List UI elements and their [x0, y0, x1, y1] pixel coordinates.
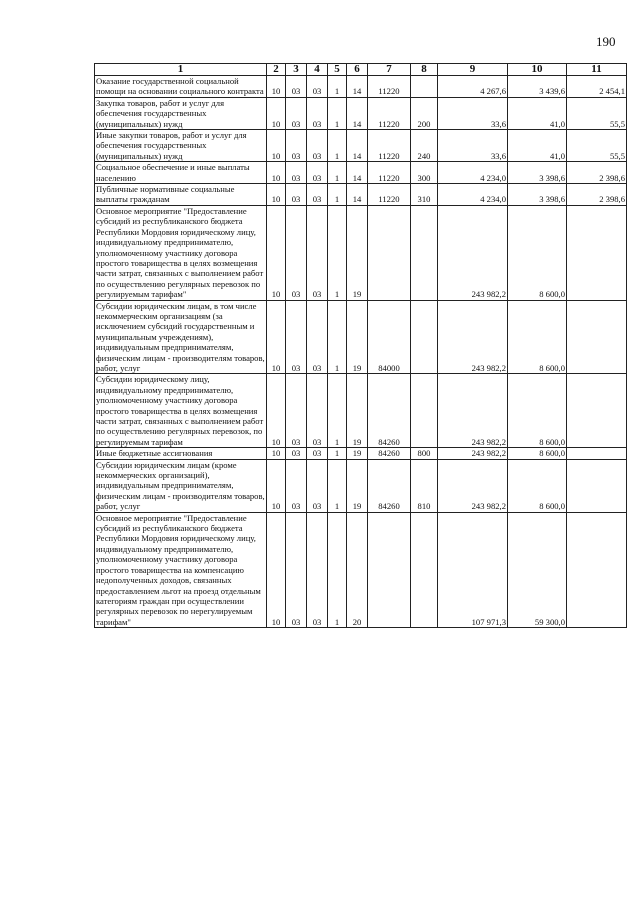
row-value-cell: 14 — [347, 76, 368, 98]
table-row — [95, 374, 627, 448]
row-value-cell: 84260 — [368, 374, 411, 448]
row-value-cell: 10 — [267, 374, 286, 448]
row-value-cell: 300 — [411, 162, 438, 184]
row-value-cell: 11220 — [368, 97, 411, 129]
row-value-cell: 14 — [347, 97, 368, 129]
row-name-cell: Субсидии юридическим лицам (кроме некоммерческих организаций), индивидуальным предпринимателям, физическим лицам - производителям товаров, работ, услуг — [96, 459, 265, 512]
row-value-cell: 19 — [347, 459, 368, 512]
column-header: 9 — [438, 64, 508, 76]
row-value-cell — [368, 205, 411, 300]
row-name-cell: Оказание государственной социальной помощи на основании социального контракта — [95, 76, 267, 98]
table-row — [95, 512, 627, 627]
table-row — [95, 76, 627, 98]
row-value-cell: 1 — [328, 448, 347, 459]
row-value-cell: 03 — [286, 162, 307, 184]
row-value-cell: 1 — [328, 205, 347, 300]
row-value-cell: 800 — [411, 448, 438, 459]
row-value-cell: 8 600,0 — [508, 205, 567, 300]
row-name-cell: Основное мероприятие "Предоставление субсидий из республиканского бюджета Республики Мордовия юридическому лицу, индивидуальному предпринимателю, уполномоченному участнику договора простого товарищества на компенсацию недополученных доходов, связанных предоставлением льгот на проезд отдельным категориям граждан при осуществлении регулярных перевозок по нерегулируемым тарифам" — [95, 512, 267, 627]
row-value-cell: 03 — [286, 448, 307, 459]
row-value-cell: 59 300,0 — [508, 512, 567, 627]
row-name-cell: Иные закупки товаров, работ и услуг для обеспечения государственных (муниципальных) нужд — [95, 130, 267, 162]
row-value-cell: 14 — [347, 130, 368, 162]
row-value-cell — [567, 448, 627, 459]
row-value-cell: 2 398,6 — [567, 184, 627, 206]
table-row — [95, 300, 627, 374]
table-row — [95, 184, 627, 206]
row-value-cell: 243 982,2 — [438, 300, 508, 374]
column-header: 5 — [328, 64, 347, 76]
row-value-cell: 55,5 — [567, 97, 627, 129]
row-value-cell: 10 — [267, 512, 286, 627]
row-value-cell: 33,6 — [438, 97, 508, 129]
row-value-cell: 8 600,0 — [508, 300, 567, 374]
row-value-cell: 19 — [347, 374, 368, 448]
row-name-cell: Субсидии юридическим лицам, в том числе некоммерческим организациям (за исключением субсидий государственным и муниципальным учреждениям), индивидуальным предпринимателям, физическим лицам - производителям товаров, работ, услуг — [96, 300, 265, 373]
row-value-cell: 03 — [307, 76, 328, 98]
row-value-cell: 10 — [267, 205, 286, 300]
row-value-cell: 03 — [307, 162, 328, 184]
row-value-cell: 03 — [286, 76, 307, 98]
row-value-cell: 8 600,0 — [508, 448, 567, 459]
row-value-cell: 3 398,6 — [508, 162, 567, 184]
row-value-cell: 14 — [347, 184, 368, 206]
column-header: 3 — [286, 64, 307, 76]
row-value-cell: 03 — [307, 512, 328, 627]
row-value-cell: 03 — [307, 184, 328, 206]
row-value-cell: 243 982,2 — [438, 374, 508, 448]
page-number: 190 — [596, 34, 616, 49]
row-value-cell: 03 — [286, 459, 307, 512]
row-value-cell: 41,0 — [508, 97, 567, 129]
column-header: 1 — [95, 64, 267, 76]
row-value-cell: 03 — [286, 374, 307, 448]
row-value-cell: 3 398,6 — [508, 184, 567, 206]
row-value-cell: 4 267,6 — [438, 76, 508, 98]
row-value-cell: 03 — [307, 97, 328, 129]
row-value-cell: 19 — [347, 448, 368, 459]
row-value-cell: 03 — [307, 459, 328, 512]
row-value-cell: 3 439,6 — [508, 76, 567, 98]
row-value-cell: 84260 — [368, 448, 411, 459]
row-value-cell: 243 982,2 — [438, 205, 508, 300]
row-value-cell: 55,5 — [567, 130, 627, 162]
row-value-cell: 11220 — [368, 130, 411, 162]
row-value-cell: 10 — [267, 162, 286, 184]
row-value-cell: 2 454,1 — [567, 76, 627, 98]
row-value-cell — [411, 300, 438, 374]
row-value-cell: 10 — [267, 459, 286, 512]
row-value-cell: 200 — [411, 97, 438, 129]
row-value-cell: 8 600,0 — [508, 374, 567, 448]
row-value-cell: 03 — [286, 184, 307, 206]
row-value-cell: 243 982,2 — [438, 459, 508, 512]
row-value-cell: 240 — [411, 130, 438, 162]
row-value-cell: 10 — [267, 184, 286, 206]
row-value-cell: 1 — [328, 97, 347, 129]
row-value-cell — [411, 76, 438, 98]
row-value-cell: 1 — [328, 300, 347, 374]
column-header: 11 — [567, 64, 627, 76]
table-row — [95, 162, 627, 184]
row-value-cell — [411, 512, 438, 627]
row-value-cell: 1 — [328, 76, 347, 98]
table-row — [95, 97, 627, 129]
row-value-cell: 03 — [307, 130, 328, 162]
row-name-cell: Закупка товаров, работ и услуг для обеспечения государственных (муниципальных) нужд — [95, 97, 267, 129]
row-value-cell: 41,0 — [508, 130, 567, 162]
row-value-cell: 84260 — [368, 459, 411, 512]
row-value-cell: 03 — [307, 448, 328, 459]
row-value-cell: 8 600,0 — [508, 459, 567, 512]
row-value-cell: 107 971,3 — [438, 512, 508, 627]
row-value-cell: 310 — [411, 184, 438, 206]
row-value-cell: 243 982,2 — [438, 448, 508, 459]
row-value-cell: 19 — [347, 205, 368, 300]
row-value-cell: 10 — [267, 300, 286, 374]
row-value-cell — [368, 512, 411, 627]
row-value-cell: 11220 — [368, 184, 411, 206]
row-value-cell: 03 — [286, 300, 307, 374]
row-value-cell: 1 — [328, 130, 347, 162]
row-value-cell: 4 234,0 — [438, 184, 508, 206]
row-value-cell: 84000 — [368, 300, 411, 374]
budget-table — [94, 63, 627, 628]
table-row — [95, 205, 627, 300]
table-row — [95, 130, 627, 162]
row-value-cell: 14 — [347, 162, 368, 184]
row-value-cell: 10 — [267, 97, 286, 129]
row-value-cell: 03 — [307, 300, 328, 374]
row-value-cell: 19 — [347, 300, 368, 374]
row-value-cell: 03 — [286, 130, 307, 162]
column-header: 7 — [368, 64, 411, 76]
row-name-cell: Иные бюджетные ассигнования — [95, 448, 267, 459]
table-header-row — [95, 64, 627, 76]
row-value-cell: 2 398,6 — [567, 162, 627, 184]
row-value-cell: 03 — [286, 512, 307, 627]
row-name-cell: Субсидии юридическому лицу, индивидуальному предпринимателю, уполномоченному участнику договора простого товарищества в целях возмещения части затрат, связанных с выполнением работ по осуществлению регулярных перевозок, по регулируемым тарифам — [95, 374, 267, 448]
row-value-cell: 4 234,0 — [438, 162, 508, 184]
row-value-cell: 1 — [328, 184, 347, 206]
row-value-cell: 1 — [328, 162, 347, 184]
row-value-cell: 1 — [328, 374, 347, 448]
column-header: 6 — [347, 64, 368, 76]
row-name-cell: Социальное обеспечение и иные выплаты населению — [95, 162, 267, 184]
row-value-cell: 03 — [307, 374, 328, 448]
table-row — [95, 459, 627, 512]
table-row — [95, 448, 627, 459]
column-header: 8 — [411, 64, 438, 76]
column-header: 4 — [307, 64, 328, 76]
row-value-cell: 03 — [286, 205, 307, 300]
column-header: 2 — [267, 64, 286, 76]
row-value-cell: 03 — [286, 97, 307, 129]
row-value-cell: 1 — [328, 512, 347, 627]
row-value-cell — [567, 459, 627, 512]
row-value-cell: 10 — [267, 448, 286, 459]
row-value-cell — [411, 374, 438, 448]
row-value-cell: 10 — [267, 76, 286, 98]
row-value-cell — [567, 300, 627, 374]
row-value-cell — [567, 512, 627, 627]
row-value-cell: 33,6 — [438, 130, 508, 162]
row-name-cell: Основное мероприятие "Предоставление субсидий из республиканского бюджета Республики Мордовия юридическому лицу, индивидуальному предпринимателю, уполномоченному участнику договора простого товарищества в целях возмещения части затрат, связанных с выполнением работ по осуществлению регулярных перевозок по регулируемым тарифам" — [95, 205, 267, 300]
row-value-cell: 1 — [328, 459, 347, 512]
column-header: 10 — [508, 64, 567, 76]
row-value-cell: 11220 — [368, 76, 411, 98]
row-value-cell — [567, 374, 627, 448]
row-value-cell: 03 — [307, 205, 328, 300]
row-value-cell: 11220 — [368, 162, 411, 184]
row-value-cell — [411, 205, 438, 300]
row-value-cell — [567, 205, 627, 300]
row-value-cell: 20 — [347, 512, 368, 627]
row-value-cell: 810 — [411, 459, 438, 512]
row-value-cell: 10 — [267, 130, 286, 162]
row-name-cell: Публичные нормативные социальные выплаты гражданам — [95, 184, 267, 206]
